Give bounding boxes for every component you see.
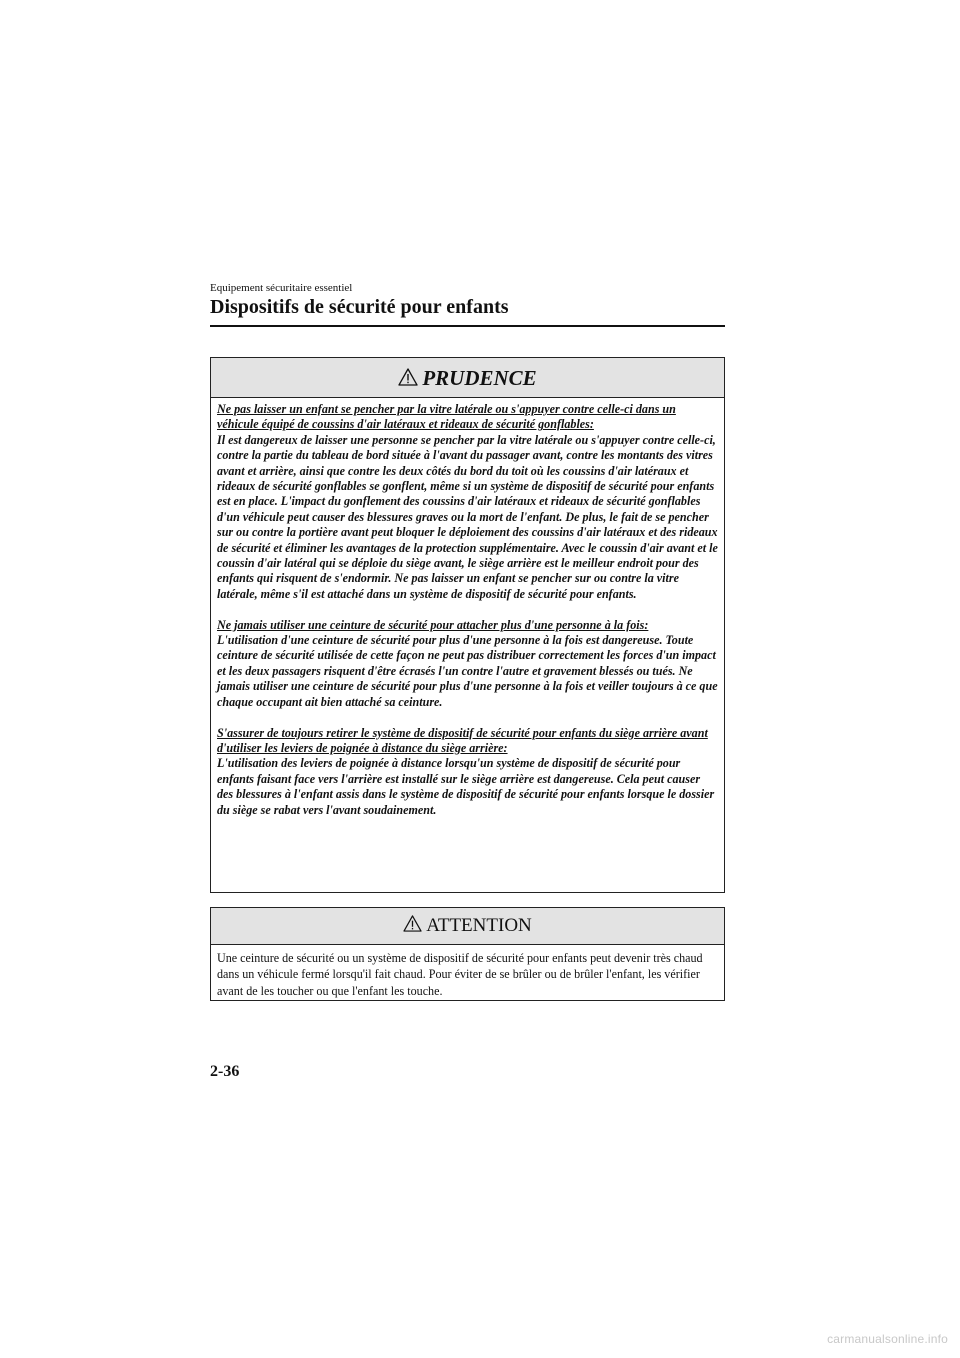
caution-body [211,398,724,818]
warning-triangle-icon [403,915,422,932]
caution-paragraph-title: Ne jamais utiliser une ceinture de sécurité pour attacher plus d'une personne à la fois: [217,617,649,632]
caution-paragraph-title: S'assurer de toujours retirer le système de dispositif de sécurité pour enfants du siège arrière avant d'utiliser les leviers de poignée à distance du siège arrière: [217,725,708,755]
watermark: carmanualsonline.info [827,1332,948,1346]
section-label: Equipement sécuritaire essentiel [210,282,353,294]
caution-paragraph-body: L'utilisation des leviers de poignée à distance lorsqu'un système de dispositif de sécurité pour enfants faisant face vers l'arrière est installé sur le siège arrière est dangereuse. Cela peut causer des blessures à l'enfant assis dans le système de dispositif de sécurité pour enfants lorsque le dossier du siège se rabat vers l'avant soudainement. [217,756,715,817]
caution-heading [211,358,724,398]
caution-paragraph-body: L'utilisation d'une ceinture de sécurité pour plus d'une personne à la fois est dangereuse. Toute ceinture de sécurité utilisée de cette façon ne peut pas distribuer correctement les forces d'un impact et les deux passagers risquent d'être écrasés l'un contre l'autre et gravement blessés ou tués. Ne jamais utiliser une ceinture de sécurité pour plus d'une personne à la fois et veiller toujours à ce que chaque occupant ait bien attaché sa ceinture. [217,633,718,709]
caution-paragraph-body: Il est dangereux de laisser une personne se pencher par la vitre latérale ou s'appuyer contre celle-ci, contre la partie du tableau de bord située à l'avant du passager avant, contre les montants des vitres avant et arrière, ainsi que contre les deux côtés du bord du toit où les coussins d'air latéraux et rideaux de sécurité gonflables se gonflent, même si un système de dispositif de sécurité pour enfants est en place. L'impact du gonflement des coussins d'air latéraux et rideaux de sécurité gonflables d'un véhicule peut causer des blessures graves ou la mort de l'enfant. De plus, le fait de se pencher sur ou contre la portière avant peut bloquer le déploiement des coussins d'air latéraux et des rideaux de sécurité et éliminer les avantages de la protection supplémentaire. Avec le coussin d'air avant et le coussin d'air latéral qui se déploie du siège avant, le siège arrière est le meilleur endroit pour des enfants qui risquent de s'endormir. Ne pas laisser un enfant se pencher sur ou contre la vitre latérale, même s'il est attaché dans un système de dispositif de sécurité pour enfants. [217,432,718,601]
warning-triangle-icon [398,368,418,386]
title-rule [210,325,725,327]
page-number: 2-36 [210,1063,240,1080]
caution-heading-text: PRUDENCE [422,366,537,390]
attention-heading [211,908,724,945]
caution-box [210,357,725,893]
caution-paragraph [217,726,719,818]
caution-paragraph [217,618,719,710]
caution-paragraph-title: Ne pas laisser un enfant se pencher par la vitre latérale ou s'appuyer contre celle-ci dans un véhicule équipé de coussins d'air latéraux et rideaux de sécurité gonflables: [217,402,676,432]
attention-box [210,907,725,1001]
attention-heading-text: ATTENTION [426,915,532,936]
caution-paragraph [217,402,719,602]
page-title: Dispositifs de sécurité pour enfants [210,296,509,318]
attention-body: Une ceinture de sécurité ou un système de dispositif de sécurité pour enfants peut devenir très chaud dans un véhicule fermé lorsqu'il fait chaud. Pour éviter de se brûler ou de brûler l'enfant, les vérifier avant de les toucher ou que l'enfant les touche. [217,951,703,998]
